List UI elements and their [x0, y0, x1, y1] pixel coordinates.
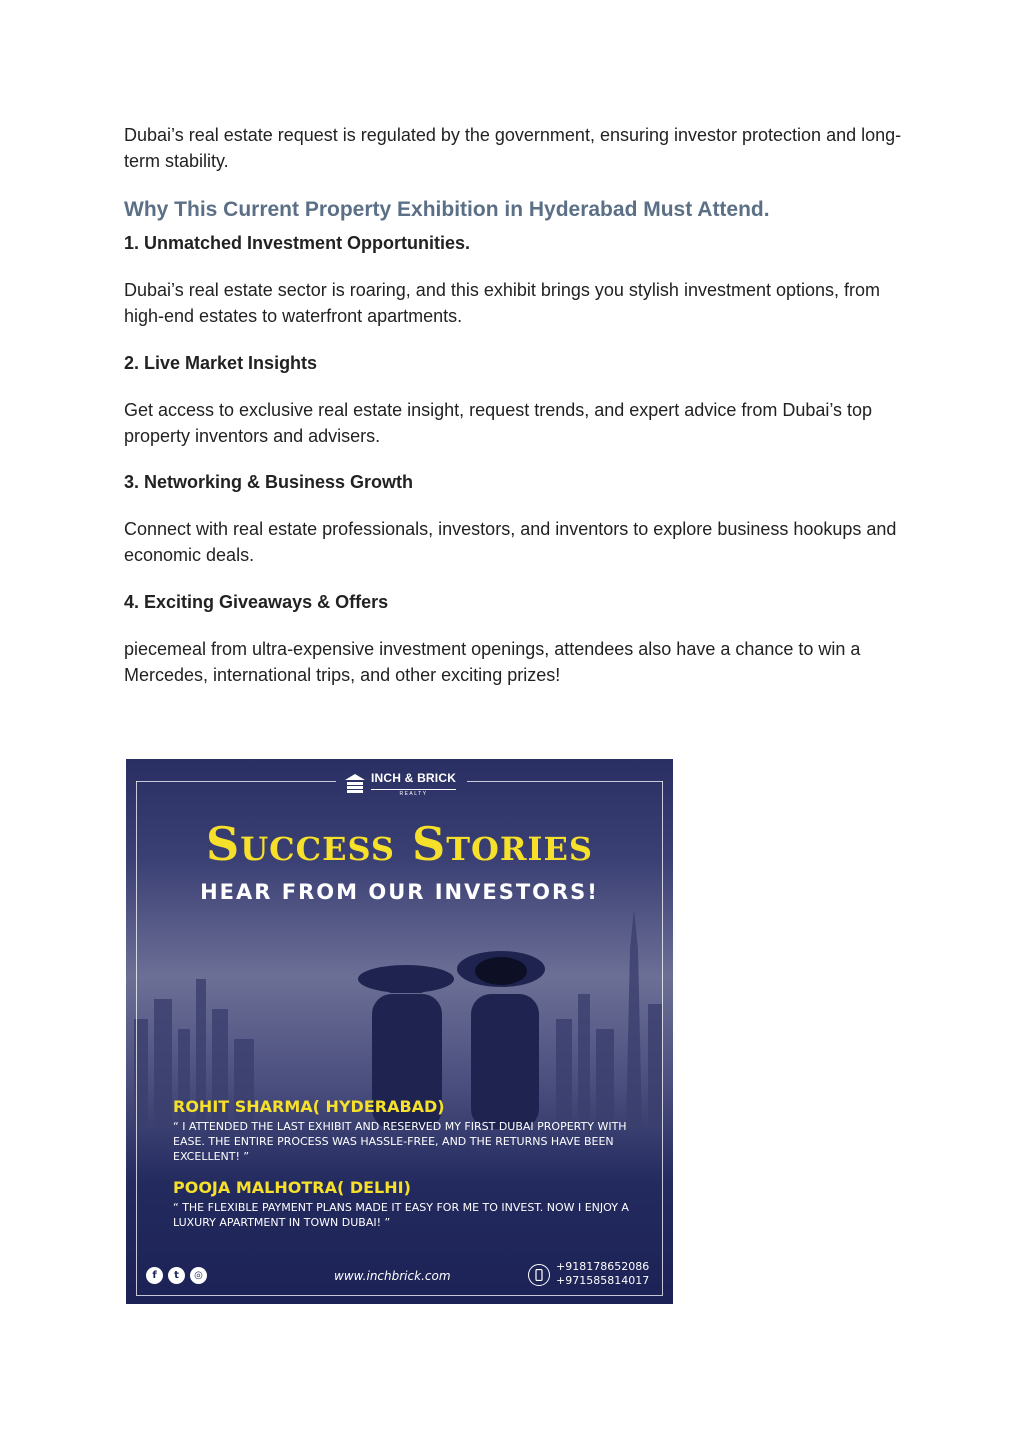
- twitter-icon[interactable]: t: [168, 1267, 185, 1284]
- phone-number-1[interactable]: +918178652086: [556, 1260, 650, 1273]
- testimonial-2-quote: “ THE FLEXIBLE PAYMENT PLANS MADE IT EASY FOR ME TO INVEST. NOW I ENJOY A LUXURY APARTMENT IN TOWN DUBAI! ”: [173, 1201, 629, 1229]
- website-link[interactable]: www.inchbrick.com: [334, 1269, 451, 1283]
- phone-icon: [528, 1264, 550, 1286]
- testimonial-1-quote: “ I ATTENDED THE LAST EXHIBIT AND RESERVED MY FIRST DUBAI PROPERTY WITH EASE. THE ENTIRE PROCESS WAS HASSLE-FREE, AND THE RETURNS HAVE BEEN EXCELLENT! ”: [173, 1120, 627, 1163]
- section-4-body: piecemeal from ultra-expensive investment openings, attendees also have a chance to win a Mercedes, international trips, and other exciting prizes!: [124, 639, 861, 685]
- section-heading: Why This Current Property Exhibition in Hyderabad Must Attend.: [124, 198, 770, 221]
- flyer-title: Success Stories: [206, 817, 593, 871]
- social-links: [146, 1267, 207, 1284]
- testimonials: [173, 1097, 643, 1230]
- intro-paragraph: Dubai’s real estate request is regulated by the government, ensuring investor protection and long-term stability.: [124, 125, 902, 171]
- brand-subtitle: REALTY: [371, 789, 456, 797]
- section-1-title: 1. Unmatched Investment Opportunities.: [124, 233, 471, 253]
- phone-number-2[interactable]: +971585814017: [556, 1274, 650, 1287]
- section-3-body: Connect with real estate professionals, investors, and inventors to explore business hookups and economic deals.: [124, 519, 897, 565]
- building-icon: [344, 772, 366, 794]
- brand-logo: [344, 769, 456, 797]
- section-4-title: 4. Exciting Giveaways & Offers: [124, 592, 389, 612]
- section-2-title: 2. Live Market Insights: [124, 353, 318, 373]
- section-2-body: Get access to exclusive real estate insight, request trends, and expert advice from Dubai’s top property inventors and advisers.: [124, 400, 873, 446]
- section-3-title: 3. Networking & Business Growth: [124, 472, 414, 492]
- brand-name: INCH & BRICK: [371, 771, 457, 785]
- testimonial-1-name: ROHIT SHARMA( HYDERABAD): [173, 1097, 445, 1116]
- facebook-icon[interactable]: f: [146, 1267, 163, 1284]
- section-1-body: Dubai’s real estate sector is roaring, and this exhibit brings you stylish investment options, from high-end estates to waterfront apartments.: [124, 280, 881, 326]
- success-stories-flyer: [126, 759, 673, 1304]
- testimonial-2-name: POOJA MALHOTRA( DELHI): [173, 1178, 411, 1197]
- flyer-subtitle: HEAR FROM OUR INVESTORS!: [200, 880, 599, 904]
- instagram-icon[interactable]: ◎: [190, 1267, 207, 1284]
- phone-numbers: [556, 1260, 649, 1288]
- flyer-footer: [126, 1259, 673, 1295]
